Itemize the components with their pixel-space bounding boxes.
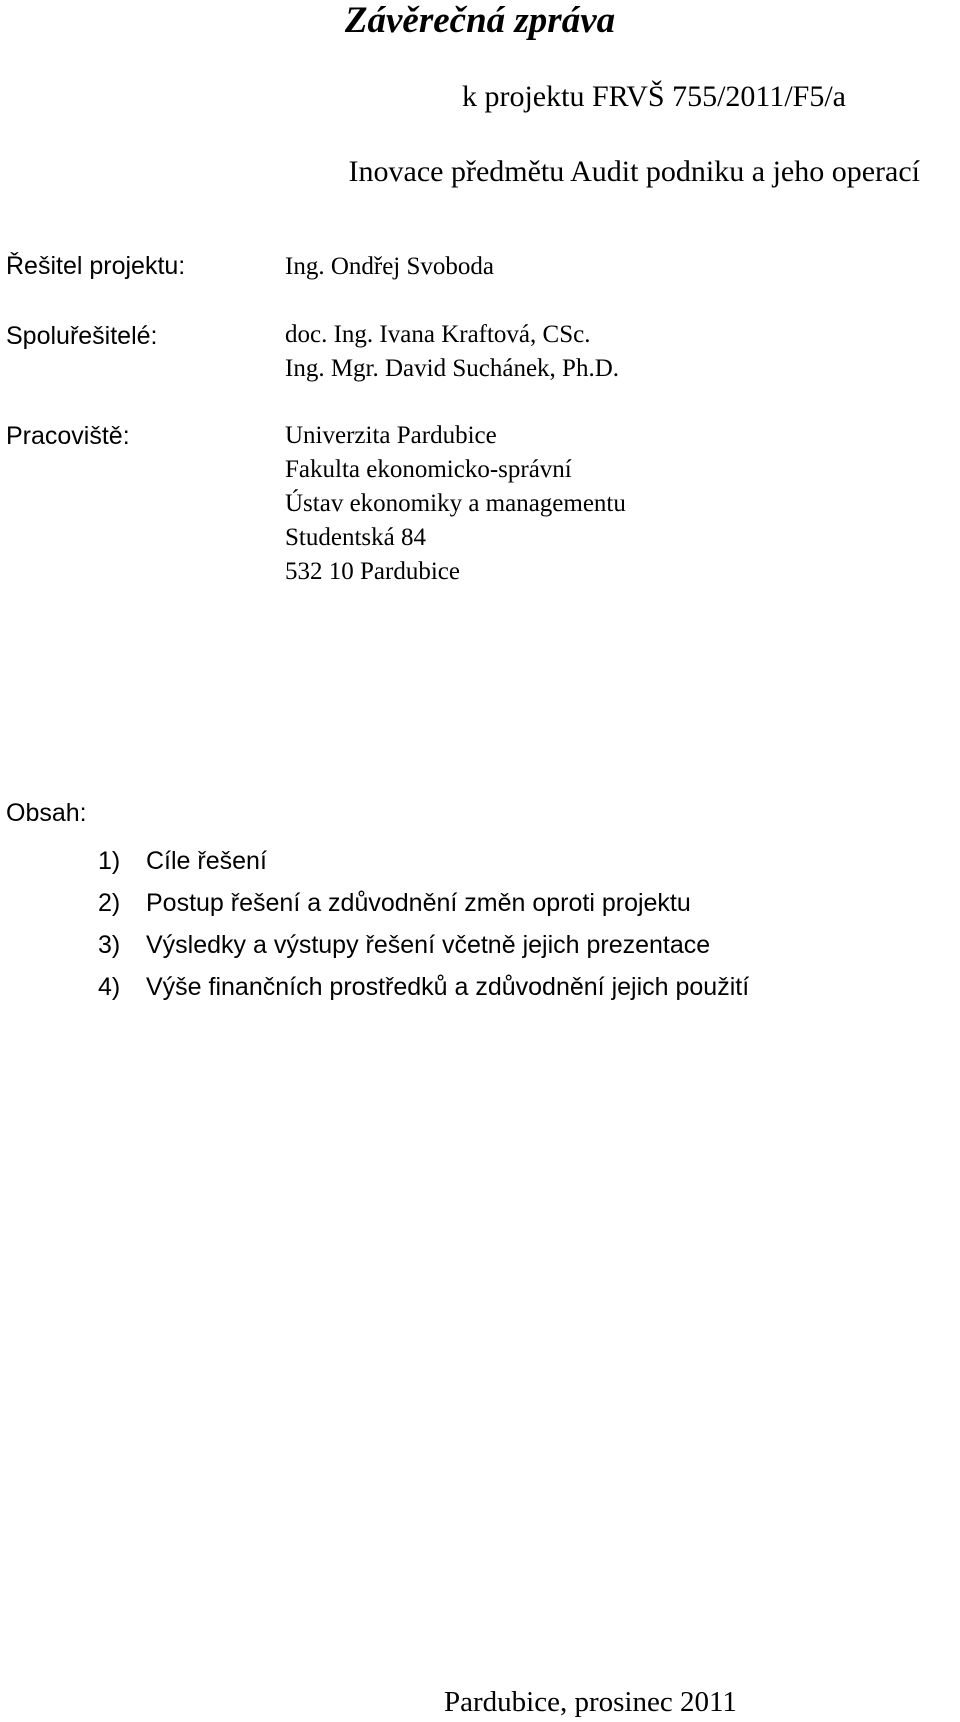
- contents-item-text: Postup řešení a zdůvodnění změn oproti projektu: [146, 889, 691, 917]
- contents-list: [98, 840, 749, 1008]
- contents-item-text: Cíle řešení: [146, 847, 267, 875]
- spoluresitele-label: Spoluřešitelé:: [6, 322, 158, 350]
- contents-item-text: Výše finančních prostředků a zdůvodnění jejich použití: [146, 973, 750, 1001]
- pracoviste-values: [285, 419, 626, 589]
- contents-item-number: 3): [98, 931, 121, 959]
- pracoviste-line: Fakulta ekonomicko-správní: [285, 456, 572, 483]
- resitel-value: [285, 250, 494, 284]
- project-number: k projektu FRVŠ 755/2011/F5/a: [461, 80, 846, 113]
- contents-item-number: 4): [98, 973, 121, 1001]
- contents-item: [98, 840, 749, 882]
- project-name: Inovace předmětu Audit podniku a jeho operací: [348, 155, 920, 188]
- pracoviste-line: Univerzita Pardubice: [285, 422, 497, 449]
- pracoviste-line: Ústav ekonomiky a managementu: [285, 490, 626, 517]
- contents-item-number: 2): [98, 889, 121, 917]
- contents-label: Obsah:: [6, 799, 87, 827]
- contents-item-number: 1): [98, 847, 121, 875]
- spoluresitel-name: doc. Ing. Ivana Kraftová, CSc.: [285, 321, 591, 348]
- contents-item: [98, 882, 749, 924]
- resitel-label: Řešitel projektu:: [6, 252, 186, 280]
- contents-item-text: Výsledky a výstupy řešení včetně jejich prezentace: [146, 931, 711, 959]
- spoluresitele-values: [285, 318, 619, 386]
- pracoviste-line: 532 10 Pardubice: [285, 558, 460, 585]
- contents-item: [98, 924, 749, 966]
- resitel-name: Ing. Ondřej Svoboda: [285, 253, 494, 280]
- footer-place-date: Pardubice, prosinec 2011: [444, 1686, 737, 1718]
- spoluresitel-name: Ing. Mgr. David Suchánek, Ph.D.: [285, 355, 619, 382]
- contents-item: [98, 966, 749, 1008]
- pracoviste-label: Pracoviště:: [6, 422, 130, 450]
- pracoviste-line: Studentská 84: [285, 524, 426, 551]
- document-title: Závěrečná zpráva: [344, 0, 616, 41]
